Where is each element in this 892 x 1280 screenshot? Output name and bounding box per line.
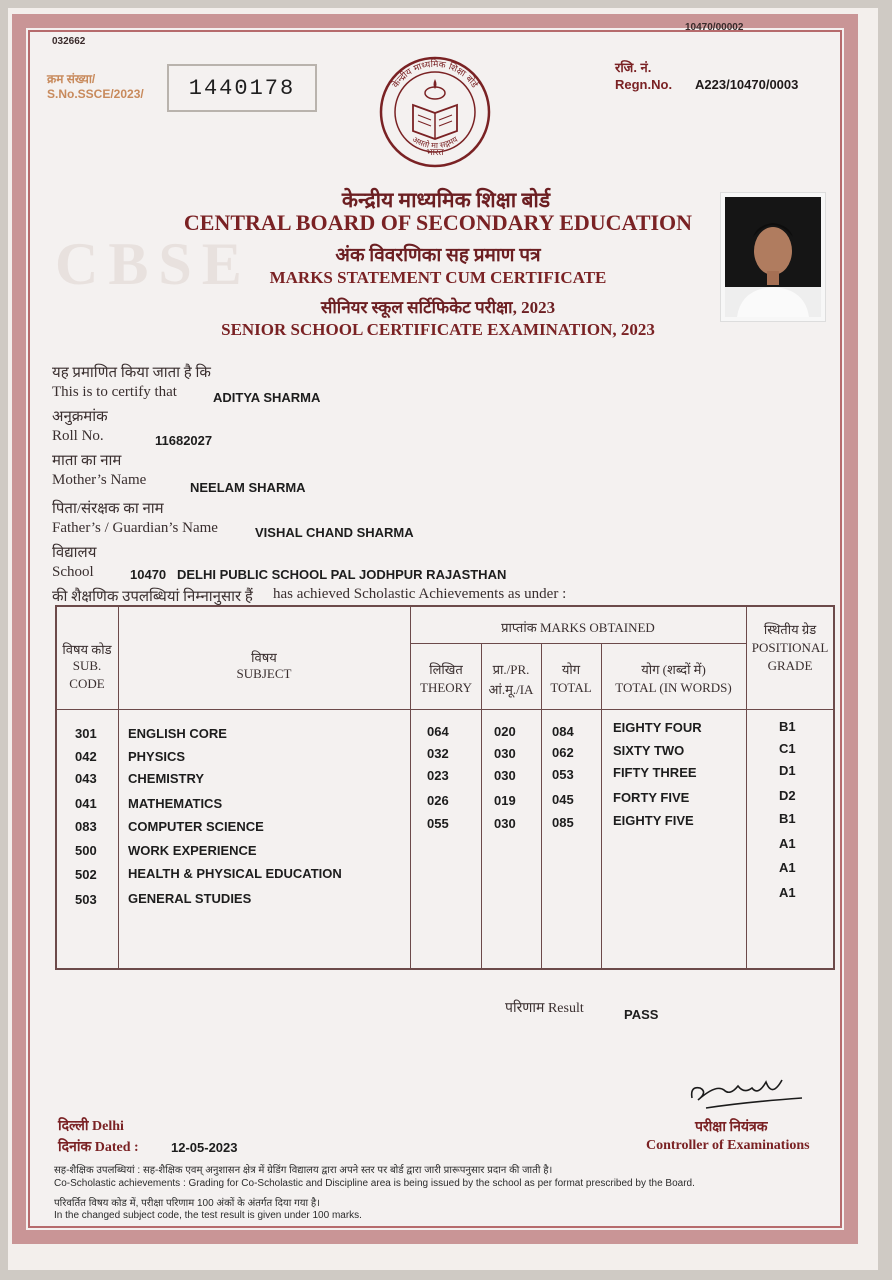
school-label: School — [52, 564, 94, 580]
row-subject: ENGLISH CORE — [128, 726, 227, 741]
certify-label-hindi: यह प्रमाणित किया जाता है कि — [52, 365, 211, 381]
row-code: 503 — [75, 892, 97, 907]
student-name: ADITYA SHARMA — [213, 390, 321, 405]
row-code: 041 — [75, 796, 97, 811]
row-pr: 019 — [494, 793, 516, 808]
row-code: 083 — [75, 819, 97, 834]
row-grade: B1 — [779, 719, 796, 734]
header-grade-1: POSITIONAL — [751, 640, 829, 655]
exam-title-hindi: सीनियर स्कूल सर्टिफिकेट परीक्षा, 2023 — [320, 298, 556, 317]
header-words-hindi: योग (शब्दों में) — [641, 662, 706, 677]
row-subject: CHEMISTRY — [128, 771, 205, 786]
issue-date: 12-05-2023 — [171, 1140, 238, 1155]
header-subject: SUBJECT — [236, 666, 292, 681]
dated-english: Dated : — [94, 1140, 139, 1155]
row-theory: 055 — [427, 816, 449, 831]
row-grade: D2 — [779, 788, 796, 803]
father-label: Father’s / Guardian’s Name — [52, 520, 218, 536]
achievement-label: has achieved Scholastic Achievements as under : — [273, 586, 567, 602]
achievement-label-hindi: की शैक्षणिक उपलब्धियां निम्नानुसार हैं — [52, 589, 253, 605]
header-theory-hindi: लिखित — [429, 662, 463, 677]
header-code-hindi: विषय कोड — [62, 642, 112, 657]
school-label-hindi: विद्यालय — [52, 545, 97, 561]
regn-label: Regn.No. — [615, 77, 673, 92]
row-code: 042 — [75, 749, 97, 764]
row-words: FIFTY THREE — [613, 765, 697, 780]
row-words: FORTY FIVE — [613, 790, 690, 805]
row-total: 053 — [552, 767, 574, 782]
header-code-1: SUB. — [72, 658, 102, 673]
result-value: PASS — [624, 1007, 659, 1022]
controller-english: Controller of Examinations — [646, 1138, 810, 1153]
place — [58, 1116, 124, 1135]
row-code: 043 — [75, 771, 97, 786]
row-theory: 026 — [427, 793, 449, 808]
row-words: EIGHTY FOUR — [613, 720, 702, 735]
row-total: 045 — [552, 792, 574, 807]
emblem-bottom-text: असतो मा सद्गमय — [410, 134, 460, 151]
emblem-mid-text: भारत — [426, 148, 444, 158]
exam-title: SENIOR SCHOOL CERTIFICATE EXAMINATION, 2023 — [221, 320, 655, 339]
result-label-hindi: परिणाम — [505, 1001, 545, 1016]
row-words: SIXTY TWO — [613, 743, 685, 758]
father-name: VISHAL CHAND SHARMA — [255, 525, 414, 540]
doc-title: MARKS STATEMENT CUM CERTIFICATE — [269, 268, 607, 287]
row-total: 062 — [552, 745, 574, 760]
emblem-top-text: केन्द्रीय माध्यमिक शिक्षा बोर्ड — [391, 59, 480, 90]
header-subject-hindi: विषय — [251, 650, 277, 665]
roll-number: 11682027 — [155, 433, 213, 448]
row-subject: PHYSICS — [128, 749, 186, 764]
header-pr-hindi: प्रा./PR. — [492, 662, 530, 677]
row-code: 500 — [75, 843, 97, 858]
dated-hindi: दिनांक — [58, 1140, 92, 1155]
roll-label-hindi: अनुक्रमांक — [52, 409, 108, 425]
certify-label: This is to certify that — [52, 384, 177, 400]
mother-label: Mother’s Name — [52, 472, 147, 488]
mother-label-hindi: माता का नाम — [52, 453, 122, 469]
row-words: EIGHTY FIVE — [613, 813, 694, 828]
row-pr: 030 — [494, 768, 516, 783]
header-grade-2: GRADE — [767, 658, 813, 673]
row-theory: 032 — [427, 746, 449, 761]
regn-number: A223/10470/0003 — [695, 77, 799, 92]
result-label-english: Result — [547, 1001, 584, 1016]
header-total-hindi: योग — [561, 662, 581, 677]
footnote-coscholastic: Co-Scholastic achievements : Grading for Co-Scholastic and Discipline area is being issued by the school as per format prescribed by the Board. — [54, 1178, 695, 1189]
signature-icon — [686, 1068, 806, 1114]
row-pr: 030 — [494, 746, 516, 761]
row-pr: 030 — [494, 816, 516, 831]
row-grade: A1 — [779, 860, 796, 875]
doc-title-hindi: अंक विवरणिका सह प्रमाण पत्र — [335, 245, 541, 266]
header-theory: THEORY — [420, 680, 472, 695]
row-grade: C1 — [779, 741, 796, 756]
regn-label-hindi: रजि. नं. — [615, 60, 652, 75]
row-code: 502 — [75, 867, 97, 882]
header-total: TOTAL — [550, 680, 592, 695]
controller-hindi: परीक्षा नियंत्रक — [695, 1120, 768, 1135]
row-subject: MATHEMATICS — [128, 796, 223, 811]
row-subject: GENERAL STUDIES — [128, 891, 252, 906]
dated-label — [58, 1137, 139, 1156]
row-theory: 023 — [427, 768, 449, 783]
row-grade: A1 — [779, 885, 796, 900]
row-total: 084 — [552, 724, 574, 739]
cbse-emblem-icon — [378, 55, 492, 169]
school-name: 10470 DELHI PUBLIC SCHOOL PAL JODHPUR RAJASTHAN — [130, 567, 507, 582]
roll-label: Roll No. — [52, 428, 104, 444]
footnote-subject: In the changed subject code, the test result is given under 100 marks. — [54, 1210, 362, 1221]
serial-label: S.No.SSCE/2023/ — [47, 87, 144, 101]
board-title-hindi: केन्द्रीय माध्यमिक शिक्षा बोर्ड — [341, 188, 551, 212]
serial-number: 1440178 — [167, 64, 317, 112]
row-theory: 064 — [427, 724, 449, 739]
row-subject: COMPUTER SCIENCE — [128, 819, 264, 834]
footnote-subject-hindi: परिवर्तित विषय कोड में, परीक्षा परिणाम 100 अंकों के अंतर्गत दिया गया है। — [54, 1198, 320, 1209]
header-ia: आं.मू./IA — [488, 682, 534, 697]
top-right-code: 10470/00002 — [685, 22, 744, 33]
top-left-code: 032662 — [52, 36, 86, 47]
board-title: CENTRAL BOARD OF SECONDARY EDUCATION — [183, 210, 693, 235]
header-marks-hindi: प्राप्तांक — [501, 620, 537, 635]
row-grade: A1 — [779, 836, 796, 851]
serial-label-hindi: क्रम संख्या/ — [47, 72, 96, 86]
watermark: CBSE — [55, 231, 252, 297]
footnote-coscholastic-hindi: सह-शैक्षिक उपलब्धियां : सह-शैक्षिक एवम् अनुशासन क्षेत्र में ग्रेडिंग विद्यालय द्वारा अपने स्तर पर बोर्ड द्वारा जारी प्रारूपनुसार प्रदान की जाती है। — [54, 1165, 553, 1176]
row-grade: B1 — [779, 811, 796, 826]
row-subject: WORK EXPERIENCE — [128, 843, 257, 858]
row-grade: D1 — [779, 763, 796, 778]
father-label-hindi: पिता/संरक्षक का नाम — [52, 501, 164, 517]
header-words: TOTAL (IN WORDS) — [615, 680, 732, 695]
header-code-2: CODE — [69, 676, 105, 691]
mother-name: NEELAM SHARMA — [190, 480, 306, 495]
result-label — [505, 998, 584, 1017]
place-hindi: दिल्ली — [58, 1119, 89, 1134]
header-grade-hindi: स्थितीय ग्रेड — [763, 622, 817, 637]
row-subject: HEALTH & PHYSICAL EDUCATION — [128, 866, 342, 881]
row-total: 085 — [552, 815, 574, 830]
header-marks-english: MARKS OBTAINED — [539, 620, 655, 635]
row-code: 301 — [75, 726, 97, 741]
place-english: Delhi — [92, 1119, 124, 1134]
header-marks — [410, 618, 746, 636]
row-pr: 020 — [494, 724, 516, 739]
